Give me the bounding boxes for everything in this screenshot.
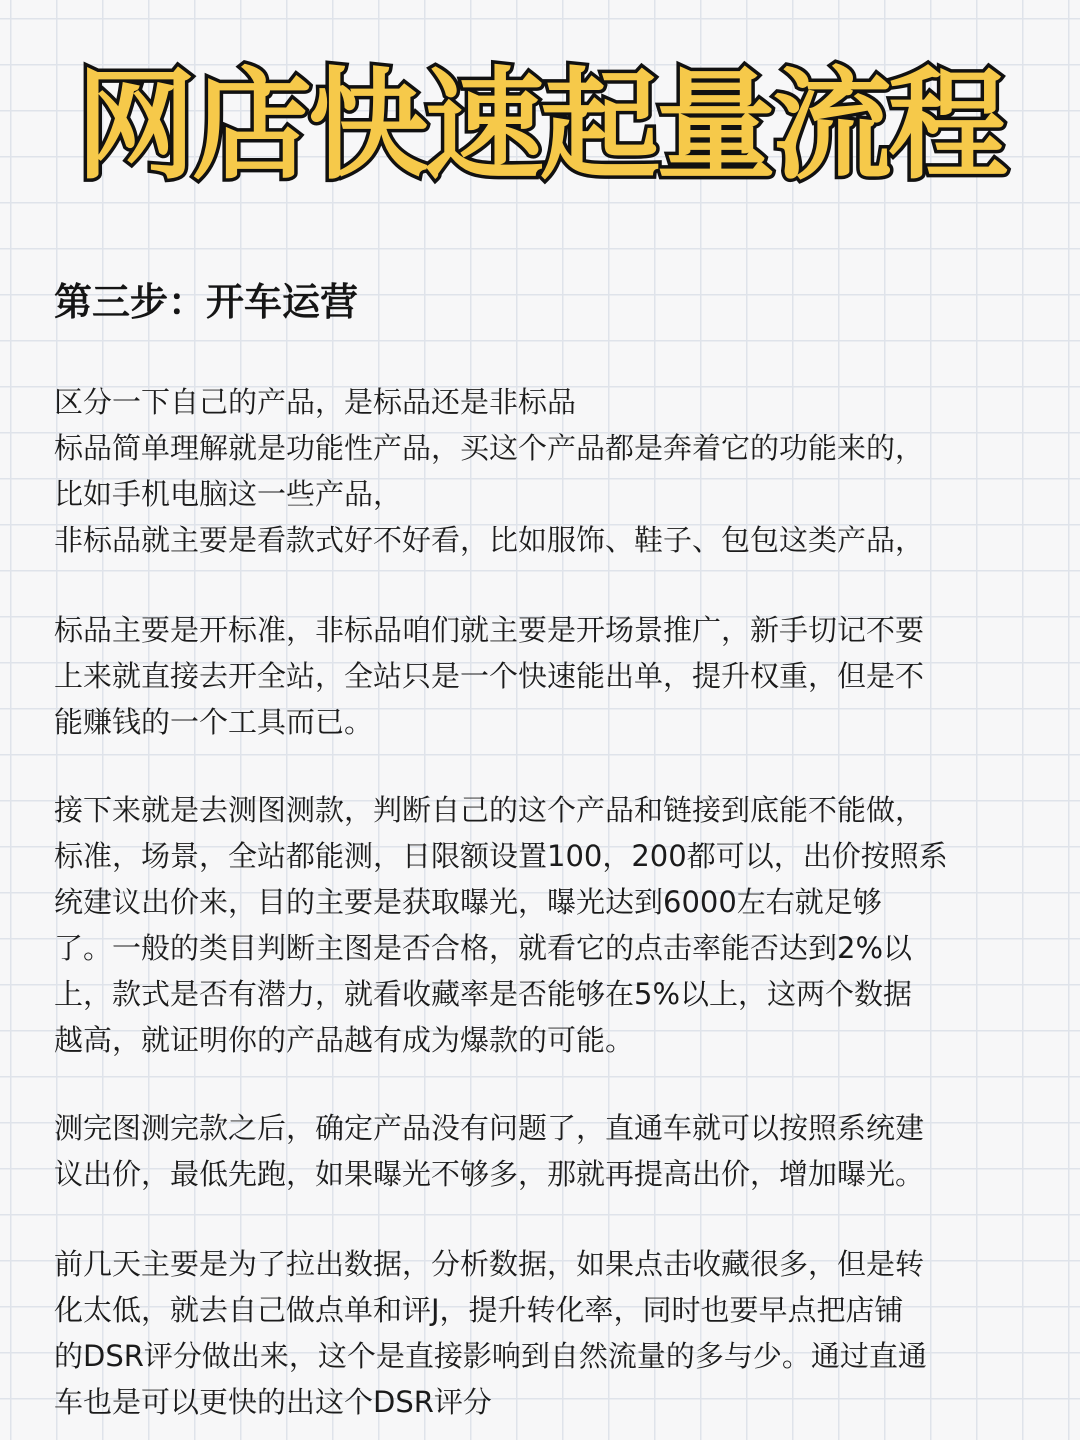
- paragraph-5: [54, 1241, 1044, 1425]
- paragraph-1: [54, 379, 1044, 563]
- text-line: 标品主要是开标准，非标品咱们就主要是开场景推广，新手切记不要: [54, 613, 925, 647]
- paragraph-4: [54, 1105, 1044, 1197]
- text-line: 标准，场景，全站都能测，日限额设置100，200都可以，出价按照系: [54, 839, 948, 873]
- paragraph-3: [54, 787, 1044, 1063]
- text-line: 非标品就主要是看款式好不好看，比如服饰、鞋子、包包这类产品，: [54, 523, 925, 557]
- text-line: 的DSR评分做出来，这个是直接影响到自然流量的多与少。通过直通: [54, 1339, 927, 1373]
- text-line: 上，款式是否有潜力，就看收藏率是否能够在5%以上，这两个数据: [54, 977, 913, 1011]
- text-line: 区分一下自己的产品，是标品还是非标品: [54, 385, 577, 419]
- text-line: 越高，就证明你的产品越有成为爆款的可能。: [54, 1023, 635, 1057]
- text-line: 统建议出价来，目的主要是获取曝光，曝光达到6000左右就足够: [54, 885, 882, 919]
- text-line: 了。一般的类目判断主图是否合格，就看它的点击率能否达到2%以: [54, 931, 913, 965]
- text-line: 接下来就是去测图测款，判断自己的这个产品和链接到底能不能做，: [54, 793, 925, 827]
- text-line: 能赚钱的一个工具而已。: [54, 705, 374, 739]
- text-line: 车也是可以更快的出这个DSR评分: [54, 1385, 492, 1419]
- section-heading: 第三步：开车运营: [54, 280, 359, 324]
- paragraph-2: [54, 607, 1044, 745]
- page-title: 网店快速起量流程: [76, 57, 1004, 196]
- text-line: 上来就直接去开全站，全站只是一个快速能出单，提升权重，但是不: [54, 659, 925, 693]
- text-line: 前几天主要是为了拉出数据，分析数据，如果点击收藏很多，但是转: [54, 1247, 925, 1281]
- text-line: 比如手机电脑这一些产品，: [54, 477, 403, 511]
- text-line: 议出价，最低先跑，如果曝光不够多，那就再提高出价，增加曝光。: [54, 1157, 925, 1191]
- text-line: 测完图测完款之后，确定产品没有问题了，直通车就可以按照系统建: [54, 1111, 925, 1145]
- text-line: 标品简单理解就是功能性产品，买这个产品都是奔着它的功能来的，: [54, 431, 925, 465]
- text-line: 化太低，就去自己做点单和评J，提升转化率，同时也要早点把店铺: [54, 1293, 904, 1327]
